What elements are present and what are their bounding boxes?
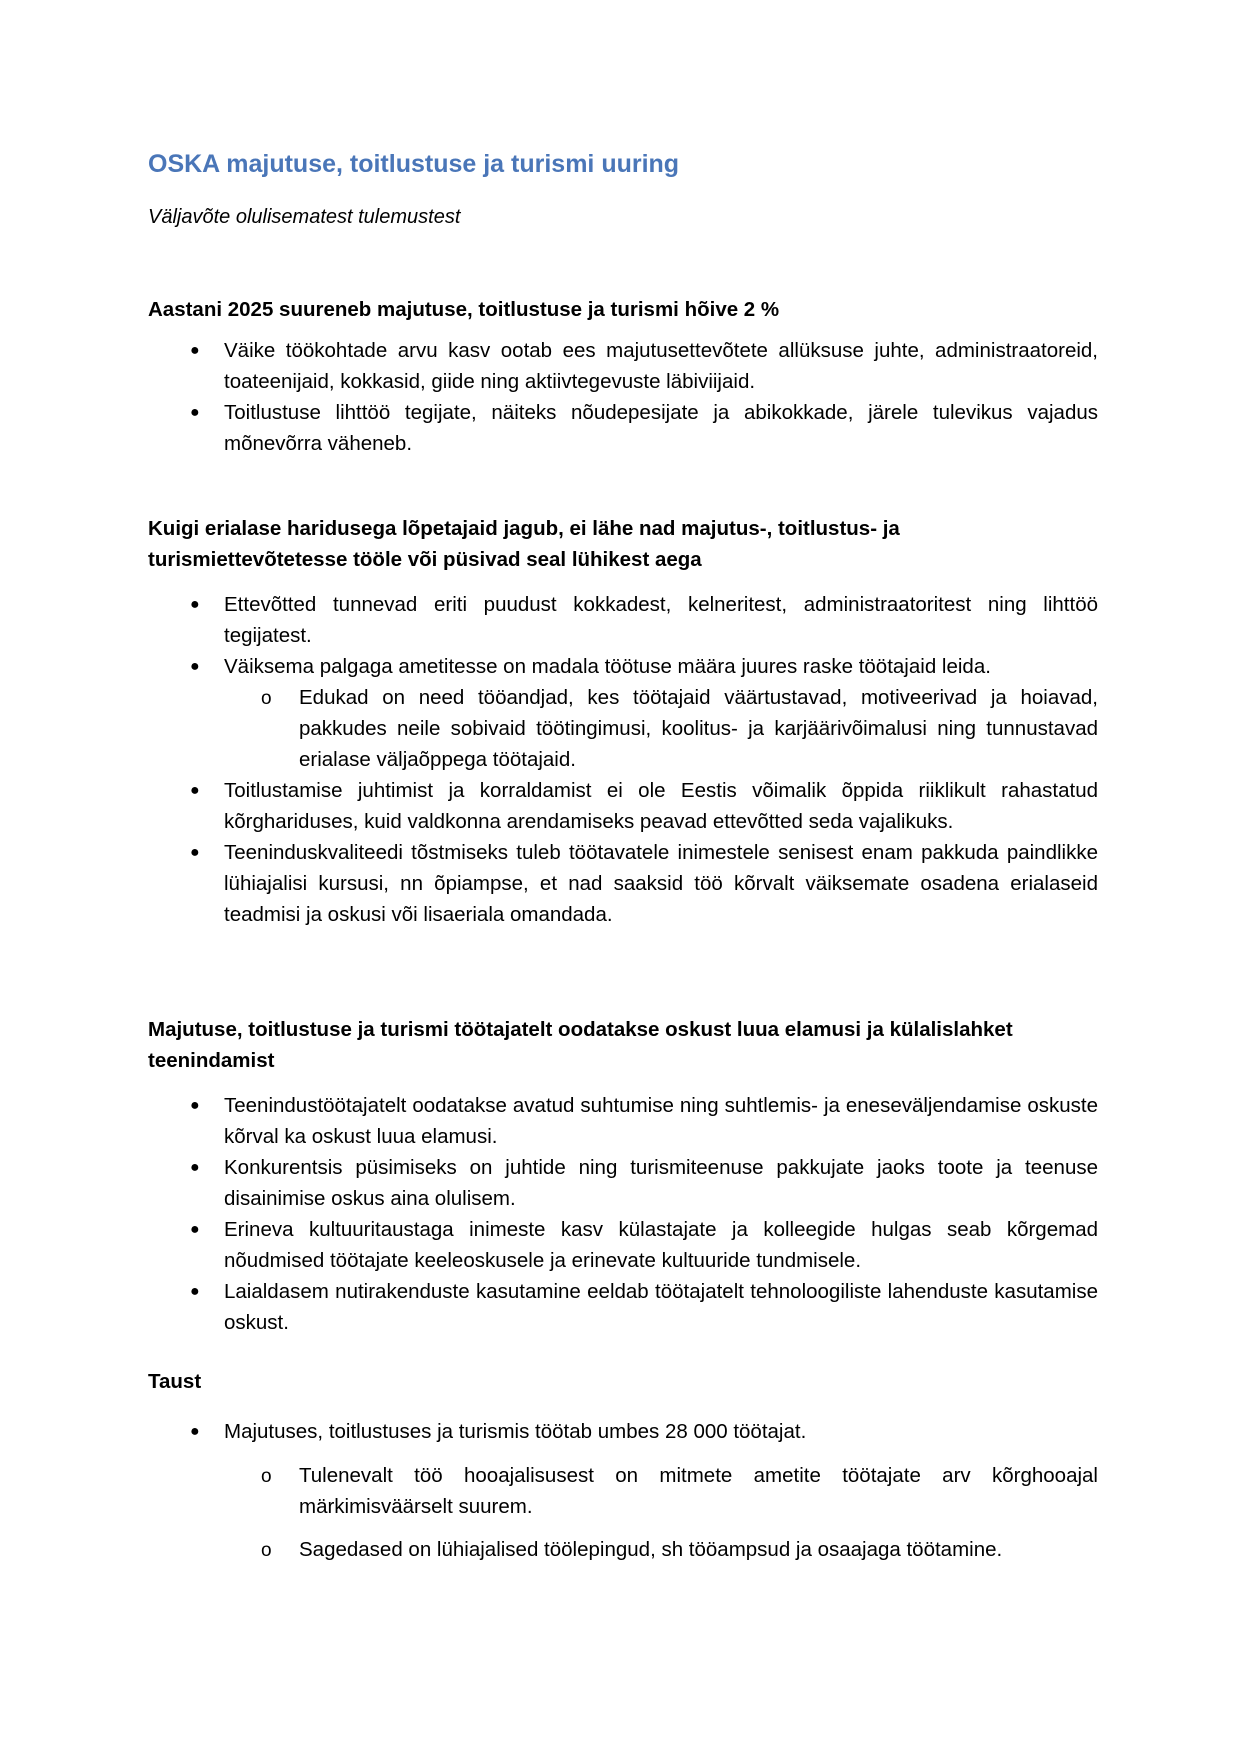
list-item: ● Toitlustuse lihttöö tegijate, näiteks nõudepesijate ja abikokkade, järele tulevikus vajadus mõnevõrra väheneb.: [148, 397, 1098, 459]
circle-bullet-icon: o: [261, 688, 272, 709]
bullet-icon: ●: [190, 1423, 200, 1440]
sub-list-item: o Edukad on need tööandjad, kes töötajaid väärtustavad, motiveerivad ja hoiavad, pakkudes neile sobivaid töötingimusi, koolitus- ja karjäärivõimalusi ning tunnustavad erialase väljaõppega töötajaid.: [224, 682, 1098, 775]
bullet-icon: ●: [190, 658, 200, 675]
sub-bullet-list: [224, 682, 1098, 775]
document-title: OSKA majutuse, toitlustuse ja turismi uuring: [148, 150, 680, 178]
bullet-icon: ●: [190, 342, 200, 359]
section-background: [148, 1366, 1098, 1565]
list-item: ● Väike töökohtade arvu kasv ootab ees majutusettevõtete allüksuse juhte, administraatoreid, toateenijaid, kokkasid, giide ning aktiivtegevuste läbiviijaid.: [148, 335, 1098, 397]
document-subtitle: Väljavõte olulisematest tulemustest: [148, 206, 461, 228]
bullet-list: [148, 589, 1098, 930]
section-graduates: [148, 513, 1098, 930]
section-employment-growth: [148, 294, 1098, 459]
bullet-icon: ●: [190, 1159, 200, 1176]
circle-bullet-icon: o: [261, 1540, 272, 1561]
bullet-list: [148, 1090, 1098, 1338]
bullet-icon: ●: [190, 596, 200, 613]
bullet-icon: ●: [190, 404, 200, 421]
section-experience-skills: [148, 1014, 1098, 1338]
bullet-list: [148, 1416, 1098, 1565]
bullet-icon: ●: [190, 1097, 200, 1114]
list-item: ● Teeninduskvaliteedi tõstmiseks tuleb töötavatele inimestele senisest enam pakkuda paindlikke lühiajalisi kursusi, nn õpiampse, et nad saaksid töö kõrvalt väiksemate osadena erialaseid teadmisi ja oskusi või lisaeriala omandada.: [148, 837, 1098, 930]
circle-bullet-icon: o: [261, 1466, 272, 1487]
sub-list-item: o Sagedased on lühiajalised töölepingud, sh tööampsud ja osaajaga töötamine.: [224, 1534, 1098, 1565]
list-item: ● Erineva kultuuritaustaga inimeste kasv külastajate ja kolleegide hulgas seab kõrgemad nõudmised töötajate keeleoskusele ja erinevate kultuuride tundmisele.: [148, 1214, 1098, 1276]
list-item: ● Teenindustöötajatelt oodatakse avatud suhtumise ning suhtlemis- ja eneseväljendamise oskuste kõrval ka oskust luua elamusi.: [148, 1090, 1098, 1152]
list-item: ● Laialdasem nutirakenduste kasutamine eeldab töötajatelt tehnoloogiliste lahenduste kasutamise oskust.: [148, 1276, 1098, 1338]
bullet-list: [148, 335, 1098, 459]
list-item: ● Majutuses, toitlustuses ja turismis töötab umbes 28 000 töötajat. o Tulenevalt töö hooajalisusest on mitmete ametite töötajate arv kõrghooajal märkimisväärselt suurem. o Sagedased on lühiajalised töölepingud, sh tööampsud ja osaajaga töötamine.: [148, 1416, 1098, 1565]
list-item: ● Väiksema palgaga ametitesse on madala töötuse määra juures raske töötajaid leida. o Edukad on need tööandjad, kes töötajaid väärtustavad, motiveerivad ja hoiavad, pakkudes neile sobivaid töötingimusi, koolitus- ja karjäärivõimalusi ning tunnustavad erialase väljaõppega töötajaid.: [148, 651, 1098, 775]
list-item: ● Konkurentsis püsimiseks on juhtide ning turismiteenuse pakkujate jaoks toote ja teenuse disainimise oskus aina olulisem.: [148, 1152, 1098, 1214]
list-item: ● Ettevõtted tunnevad eriti puudust kokkadest, kelneritest, administraatoritest ning lihttöö tegijatest.: [148, 589, 1098, 651]
section-heading: Aastani 2025 suureneb majutuse, toitlustuse ja turismi hõive 2 %: [148, 298, 780, 321]
sub-bullet-list: [224, 1460, 1098, 1565]
bullet-icon: ●: [190, 1221, 200, 1238]
section-heading: Kuigi erialase haridusega lõpetajaid jagub, ei lähe nad majutus-, toitlustus- ja turismiettevõtetesse tööle või püsivad seal lühikest aega: [148, 517, 900, 571]
section-heading: Taust: [148, 1370, 202, 1393]
sub-list-item: o Tulenevalt töö hooajalisusest on mitmete ametite töötajate arv kõrghooajal märkimisväärselt suurem.: [224, 1460, 1098, 1522]
bullet-icon: ●: [190, 1283, 200, 1300]
bullet-icon: ●: [190, 844, 200, 861]
section-heading: Majutuse, toitlustuse ja turismi töötajatelt oodatakse oskust luua elamusi ja külalislahket teenindamist: [148, 1018, 1013, 1072]
bullet-icon: ●: [190, 782, 200, 799]
list-item: ● Toitlustamise juhtimist ja korraldamist ei ole Eestis võimalik õppida riiklikult rahastatud kõrghariduses, kuid valdkonna arendamiseks peavad ettevõtted seda vajalikuks.: [148, 775, 1098, 837]
